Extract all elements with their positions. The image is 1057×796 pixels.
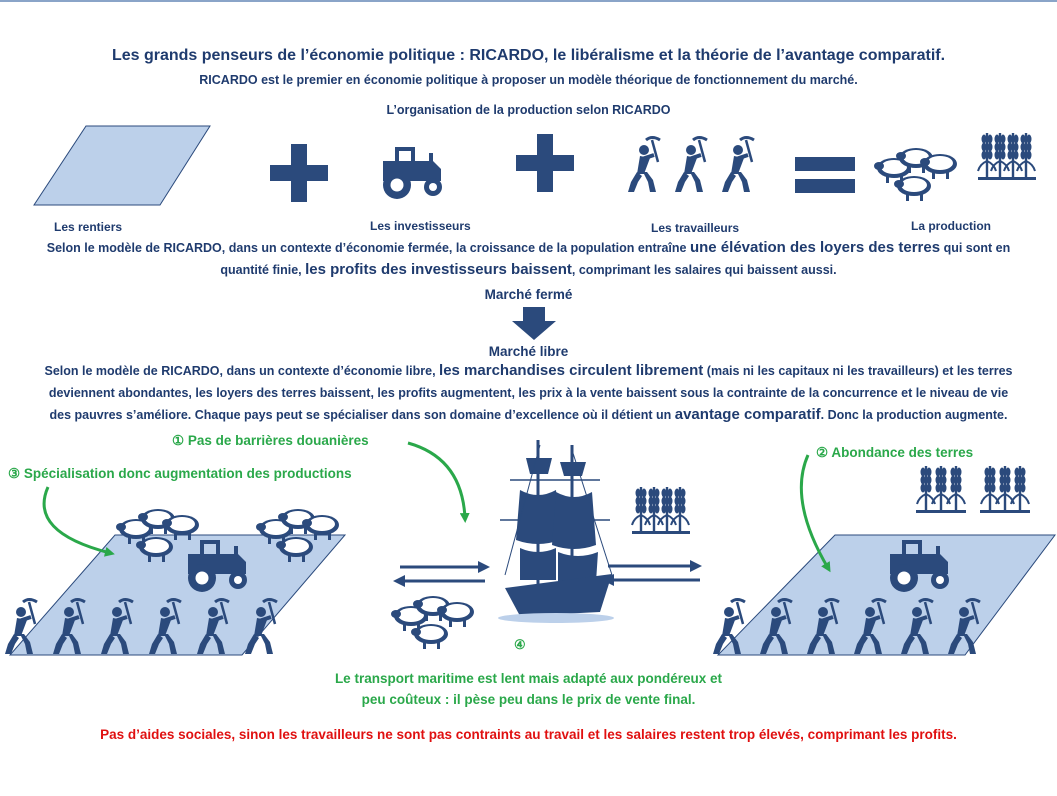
plus-icon xyxy=(270,144,328,202)
closed-economy-text: Selon le modèle de RICARDO, dans un contexte d’économie fermée, la croissance de la population entraîne une élévation des loyers des terres qui sont en quantité finie, les profits des investisseurs baissent, comprimant les salaires qui baissent aussi. xyxy=(46,239,1011,278)
callout-no-customs-barriers: ① Pas de barrières douanières xyxy=(172,433,369,448)
down-arrow-icon xyxy=(512,307,556,340)
page-title: Les grands penseurs de l’économie politique : RICARDO, le libéralisme et la théorie de l’avantage comparatif. xyxy=(111,47,946,64)
right-wheat-icon xyxy=(916,466,1030,513)
sailing-ship-icon xyxy=(498,440,614,623)
section-title: L’organisation de la production selon RICARDO xyxy=(386,103,671,117)
callout-specialisation: ③ Spécialisation donc augmentation des productions xyxy=(8,466,352,481)
label-rentiers: Les rentiers xyxy=(54,220,123,234)
callout-land-abundance: ② Abondance des terres xyxy=(816,445,974,460)
exchange-arrows-right xyxy=(602,560,702,586)
callout-number-4: ④ xyxy=(514,637,526,652)
wheat-icon xyxy=(978,133,1036,180)
traded-sheep-icon xyxy=(391,596,474,649)
label-investisseurs: Les investisseurs xyxy=(370,219,471,233)
callout-arrow-1 xyxy=(408,443,465,518)
label-travailleurs: Les travailleurs xyxy=(651,221,740,235)
plus-icon xyxy=(516,134,574,192)
tractor-icon xyxy=(383,149,442,199)
equals-icon xyxy=(795,157,855,193)
open-economy-text: Selon le modèle de RICARDO, dans un contexte d’économie libre, les marchandises circulent librement (mais ni les capitaux ni les travailleurs) et les terres deviennent abondantes, les loyers des terres baissent, les profits augmentent, les prix à la vente baissent sous la contrainte de la concurrence et le niveau de vie des pauvres s’améliore. Chaque pays peut se spécialiser dans son domaine d’excellence où il détient un avantage comparatif. Donc la production augmente. xyxy=(44,362,1013,423)
closed-market-label: Marché fermé xyxy=(484,287,573,302)
footer-note: Pas d’aides sociales, sinon les travailleurs ne sont pas contraints au travail et les salaires restent trop élevés, comprimant les profits. xyxy=(100,727,957,742)
page-subtitle: RICARDO est le premier en économie politique à proposer un modèle théorique de fonctionnement du marché. xyxy=(199,73,858,87)
transport-line-2: peu coûteux : il pèse peu dans le prix de vente final. xyxy=(361,692,696,707)
label-production: La production xyxy=(911,219,991,233)
callout-arrow-3 xyxy=(44,487,110,553)
workers-icon xyxy=(628,138,754,193)
traded-wheat-icon xyxy=(632,487,690,534)
sheep-icon xyxy=(874,148,957,201)
transport-line-1: Le transport maritime est lent mais adapté aux pondéreux et xyxy=(334,671,723,686)
land-parcel-icon xyxy=(34,126,210,205)
open-market-label: Marché libre xyxy=(488,344,569,359)
exchange-arrows-left xyxy=(393,561,490,587)
